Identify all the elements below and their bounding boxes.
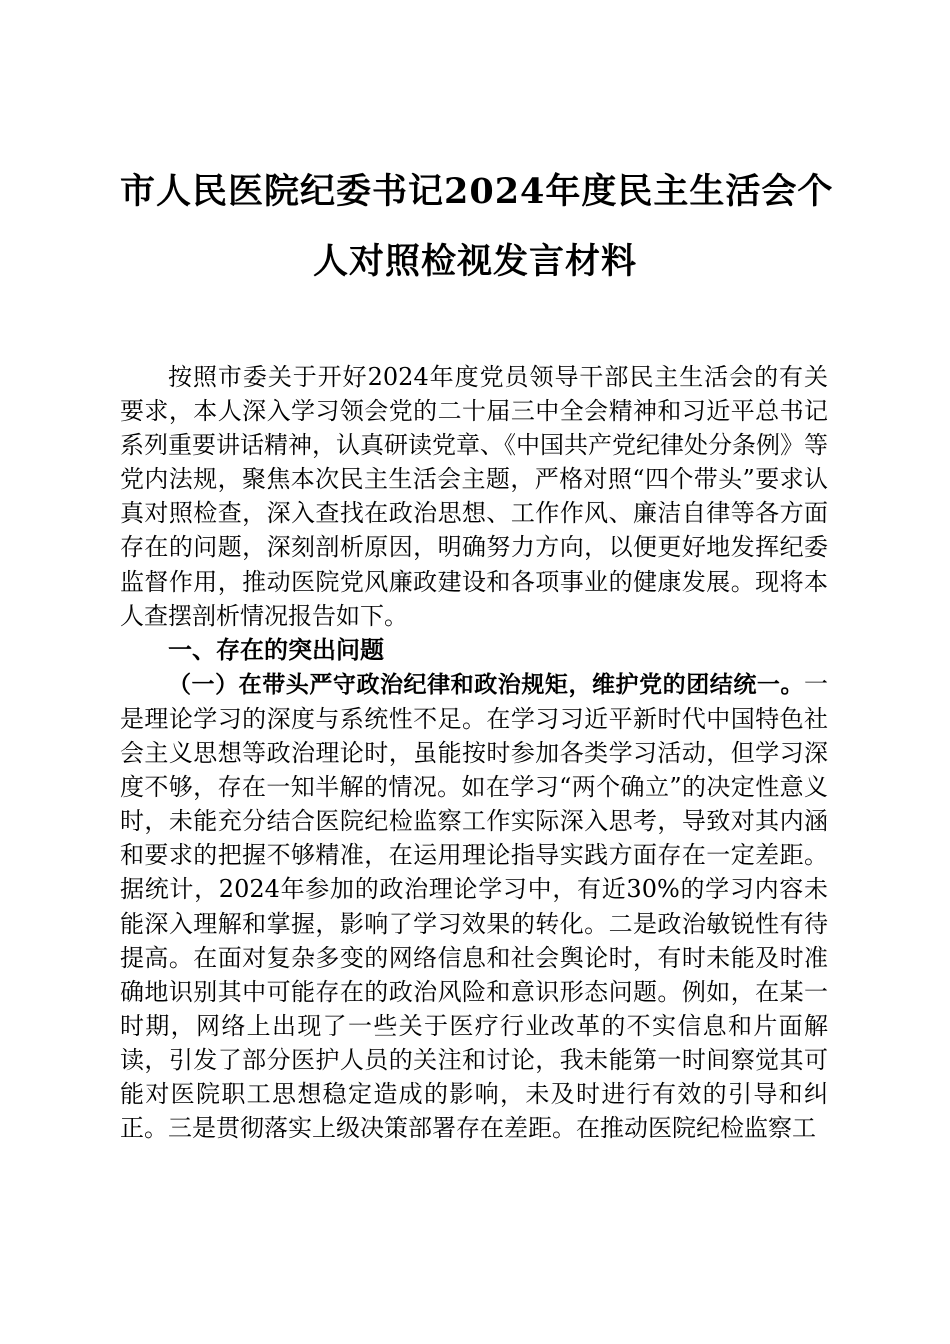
document-title-line-2: 人对照检视发言材料 <box>312 241 637 282</box>
document-body <box>120 360 828 1145</box>
subsection-heading: （一）在带头严守政治纪律和政治规矩，维护党的团结统一。 <box>168 671 804 698</box>
intro-paragraph: 按照市委关于开好2024年度党员领导干部民主生活会的有关要求，本人深入学习领会党的二十届三中全会精神和习近平总书记系列重要讲话精神，认真研读党章、《中国共产党纪律处分条例》等党内法规，聚焦本次民主生活会主题，严格对照“四个带头”要求认真对照检查，深入查找在政治思想、工作作风、廉洁自律等各方面存在的问题，深刻剖析原因，明确努力方向，以便更好地发挥纪委监督作用，推动医院党风廉政建设和各项事业的健康发展。现将本人查摆剖析情况报告如下。 <box>120 363 828 630</box>
subsection-paragraph <box>120 667 828 1145</box>
section-heading: 一、存在的突出问题 <box>168 634 384 664</box>
document-title-line-1: 市人民医院纪委书记2024年度民主生活会个 <box>120 171 834 212</box>
subsection-body: 一是理论学习的深度与系统性不足。在学习习近平新时代中国特色社会主义思想等政治理论时，虽能按时参加各类学习活动，但学习深度不够，存在一知半解的情况。如在学习“两个确立”的决定性意义时，未能充分结合医院纪检监察工作实际深入思考，导致对其内涵和要求的把握不够精准，在运用理论指导实践方面存在一定差距。据统计，2024年参加的政治理论学习中，有近30%的学习内容未能深入理解和掌握，影响了学习效果的转化。二是政治敏锐性有待提高。在面对复杂多变的网络信息和社会舆论时，有时未能及时准确地识别其中可能存在的政治风险和意识形态问题。例如，在某一时期，网络上出现了一些关于医疗行业改革的不实信息和片面解读，引发了部分医护人员的关注和讨论，我未能第一时间察觉其可能对医院职工思想稳定造成的影响，未及时进行有效的引导和纠正。三是贯彻落实上级决策部署存在差距。在推动医院纪检监察工 <box>120 669 828 1143</box>
